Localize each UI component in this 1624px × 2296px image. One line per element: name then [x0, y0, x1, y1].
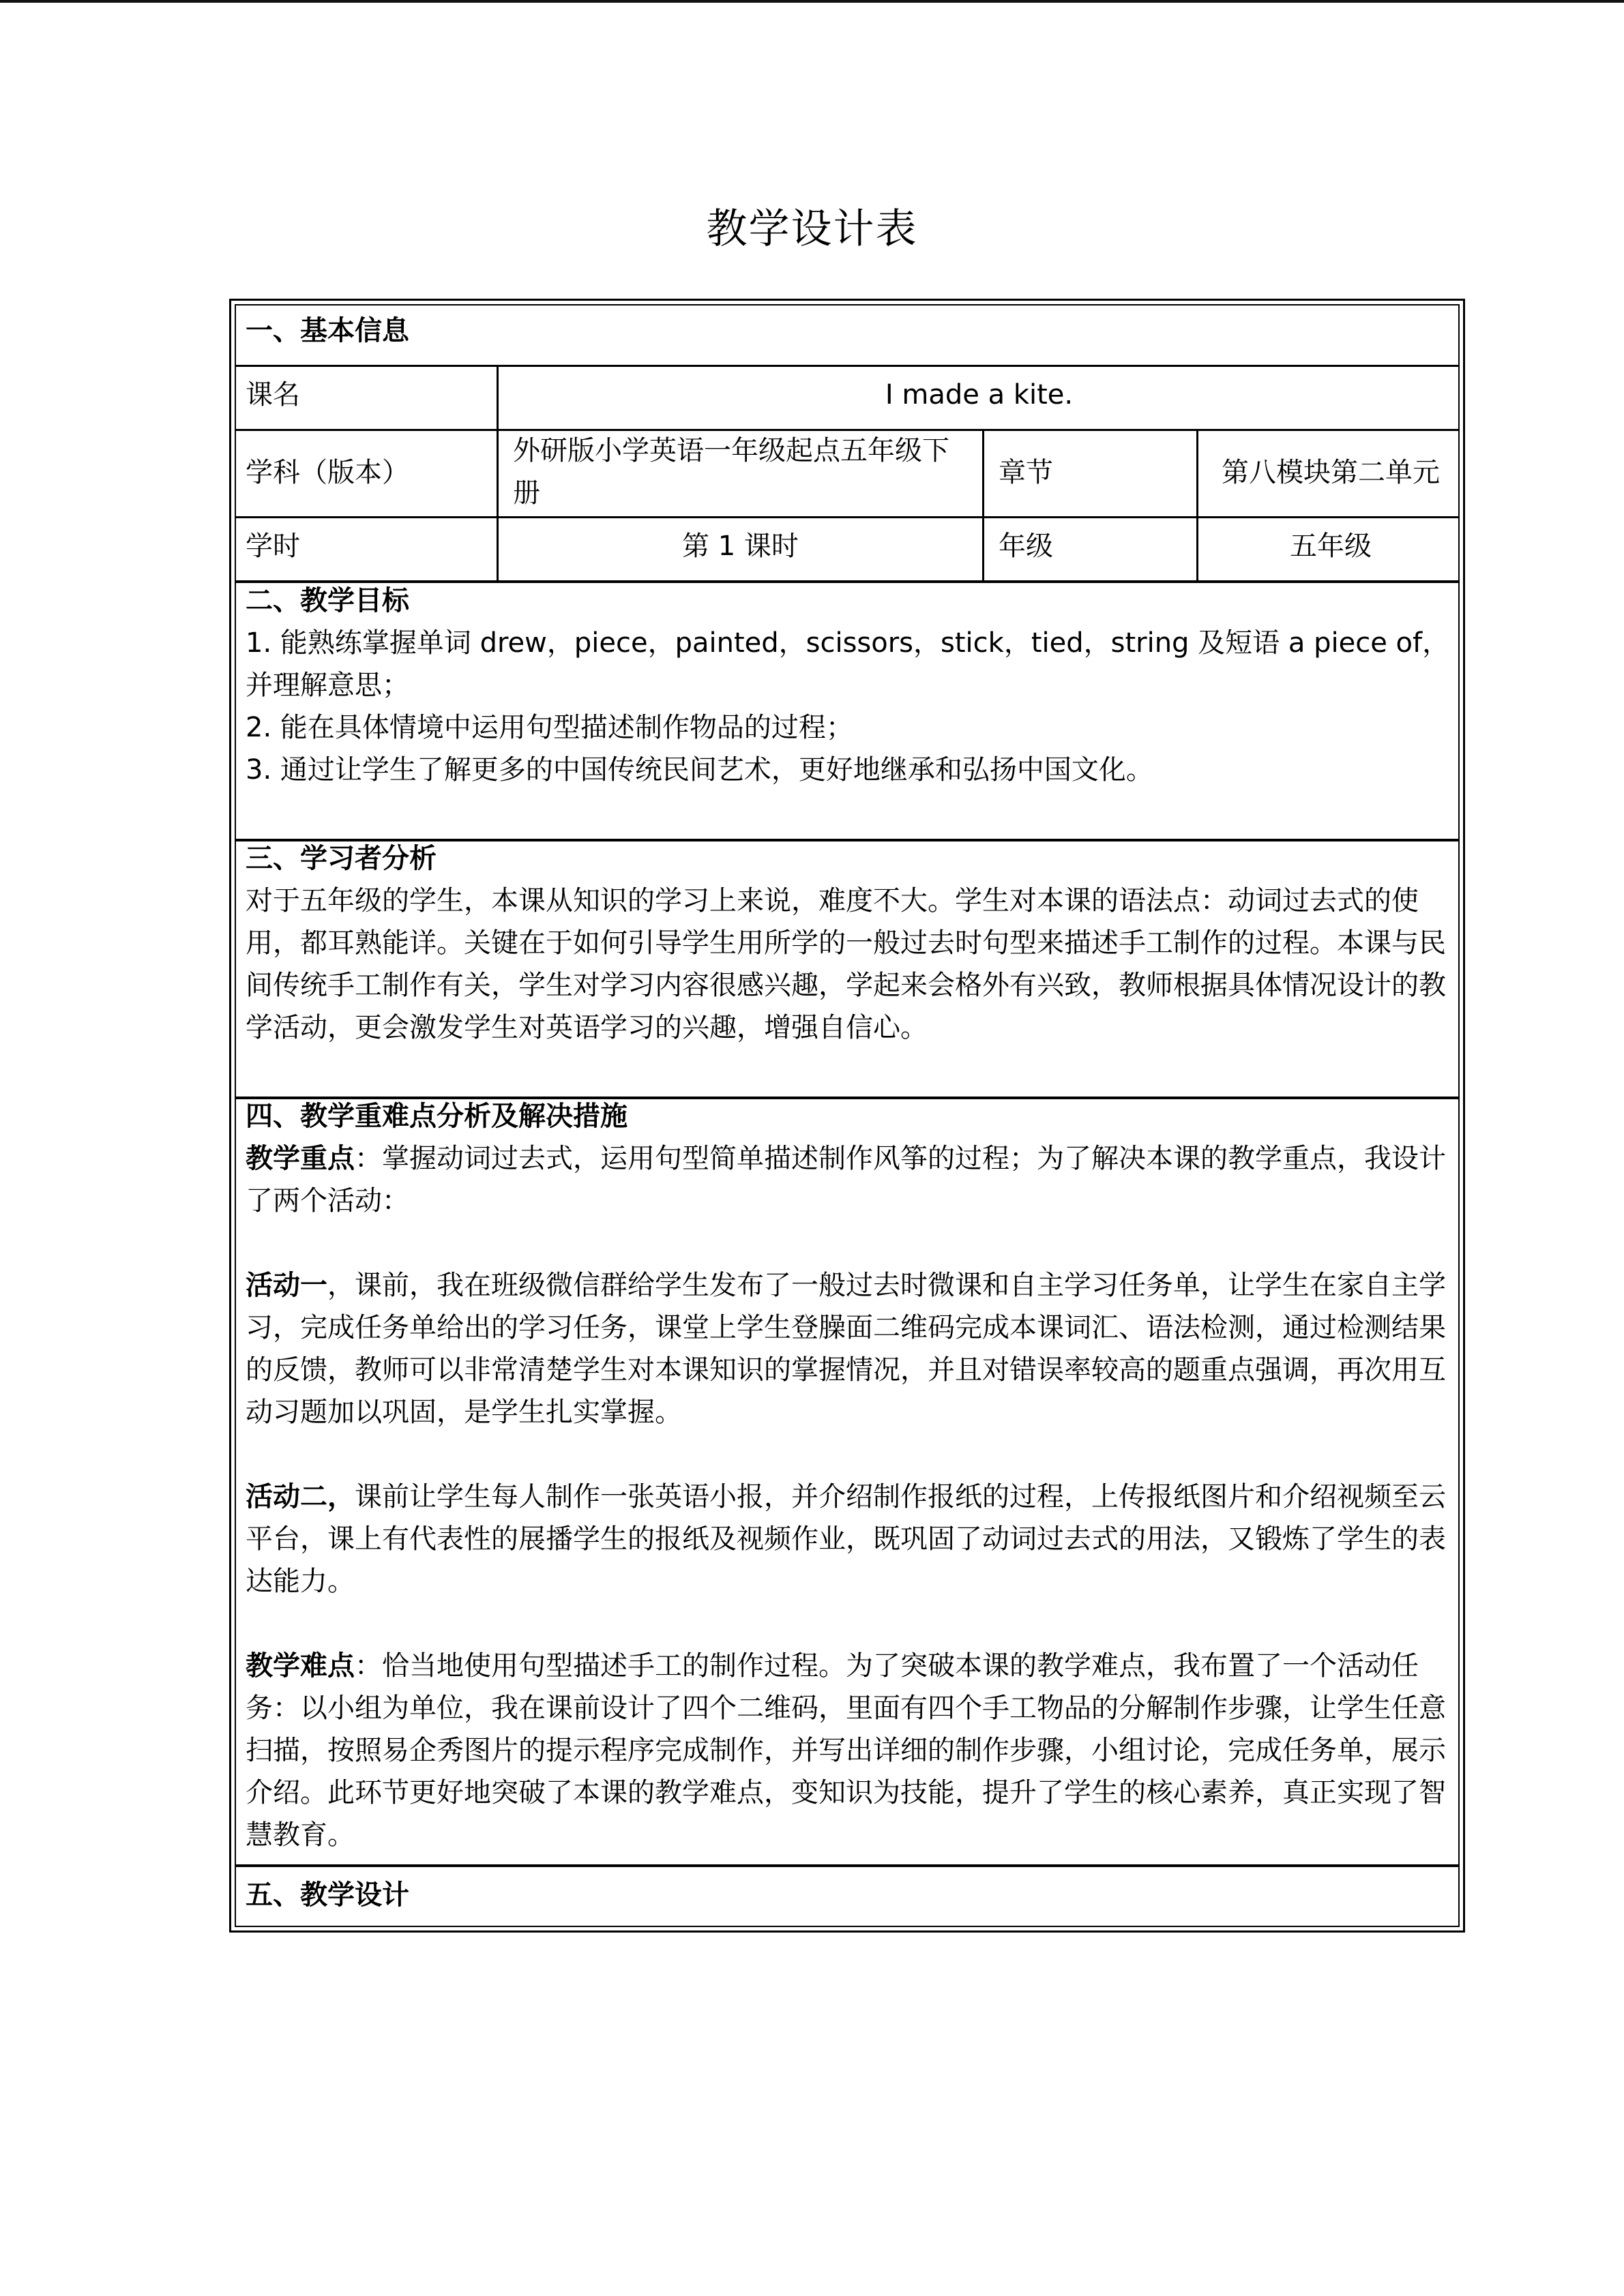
page-top-rule [0, 0, 1624, 3]
objective-item: 3. 通过让学生了解更多的中国传统民间艺术，更好地继承和弘扬中国文化。 [246, 754, 1153, 786]
objective-item: 2. 能在具体情境中运用句型描述制作物品的过程； [246, 712, 853, 743]
course-name-value: I made a kite. [885, 379, 1074, 411]
key-point-paragraph [246, 1137, 1453, 1222]
key-point-text: ：掌握动词过去式，运用句型简单描述制作风筝的过程；为了解决本课的教学重点，我设计了两个活动： [246, 1143, 1446, 1217]
paragraph-gap [246, 1433, 1453, 1476]
row-divider [235, 365, 1460, 367]
course-name-label: 课名 [246, 379, 300, 411]
row-divider [235, 1864, 1460, 1867]
difficulty-text: ：恰当地使用句型描述手工的制作过程。为了突破本课的教学难点，我布置了一个活动任务：以小组为单位，我在课前设计了四个二维码，里面有四个手工物品的分解制作步骤，让学生任意扫描，按照易企秀图片的提示程序完成制作，并写出详细的制作步骤，小组讨论，完成任务单，展示介绍。此环节更好地突破了本课的教学难点，变知识为技能，提升了学生的核心素养，真正实现了智慧教育。 [246, 1650, 1446, 1851]
chapter-label: 章节 [999, 457, 1053, 488]
activity-one-text: ，课前，我在班级微信群给学生发布了一般过去时微课和自主学习任务单，让学生在家自主学习，完成任务单给出的学习任务，课堂上学生登臊面二维码完成本课词汇、语法检测，通过检测结果的反馈，教师可以非常清楚学生对本课知识的掌握情况，并且对错误率较高的题重点强调，再次用互动习题加以巩固，是学生扎实掌握。 [246, 1270, 1446, 1428]
activity-one-label: 活动一 [246, 1270, 327, 1301]
activity-two-label: 活动二， [246, 1481, 355, 1512]
activity-two-text: 课前让学生每人制作一张英语小报，并介绍制作报纸的过程，上传报纸图片和介绍视频至云平台，课上有代表性的展播学生的报纸及视频作业，既巩固了动词过去式的用法，又锻炼了学生的表达能力。 [246, 1481, 1446, 1597]
grade-value: 五年级 [1290, 531, 1372, 562]
objective-item: 1. 能熟练掌握单词 drew，piece，painted，scissors，stick，tied，string 及短语 a piece of，并理解意思； [246, 627, 1450, 701]
paragraph-gap [246, 1602, 1453, 1645]
section-teaching-objectives [246, 580, 1453, 791]
difficulty-label: 教学难点 [246, 1650, 355, 1682]
period-value: 第 1 课时 [682, 531, 799, 562]
subject-label: 学科（版本） [246, 457, 409, 488]
section-heading: 四、教学重难点分析及解决措施 [246, 1101, 628, 1132]
activity-two-paragraph [246, 1476, 1453, 1602]
document-title: 教学设计表 [706, 205, 918, 253]
section-heading: 二、教学目标 [246, 585, 409, 616]
period-label: 学时 [246, 531, 300, 562]
section-heading: 五、教学设计 [246, 1879, 409, 1911]
subject-value: 外研版小学英语一年级起点五年级下册 [513, 435, 949, 509]
column-divider [982, 430, 984, 582]
section-basic-info-heading: 一、基本信息 [246, 315, 409, 346]
key-point-label: 教学重点 [246, 1143, 355, 1174]
section-heading: 三、学习者分析 [246, 843, 437, 874]
section-teaching-design [246, 1874, 1453, 1916]
paragraph-gap [246, 1222, 1453, 1264]
section-key-difficult-points [246, 1095, 1453, 1856]
chapter-value: 第八模块第二单元 [1222, 457, 1440, 488]
row-divider [235, 516, 1460, 518]
grade-label: 年级 [999, 531, 1053, 562]
activity-one-paragraph [246, 1264, 1453, 1433]
learner-analysis-text: 对于五年级的学生，本课从知识的学习上来说，难度不大。学生对本课的语法点：动词过去式的使用，都耳熟能详。关键在于如何引导学生用所学的一般过去时句型来描述手工制作的过程。本课与民间传统手工制作有关，学生对学习内容很感兴趣，学起来会格外有兴致，教师根据具体情况设计的教学活动，更会激发学生对英语学习的兴趣，增强自信心。 [246, 885, 1446, 1043]
difficulty-paragraph [246, 1645, 1453, 1856]
section-learner-analysis [246, 837, 1453, 1049]
